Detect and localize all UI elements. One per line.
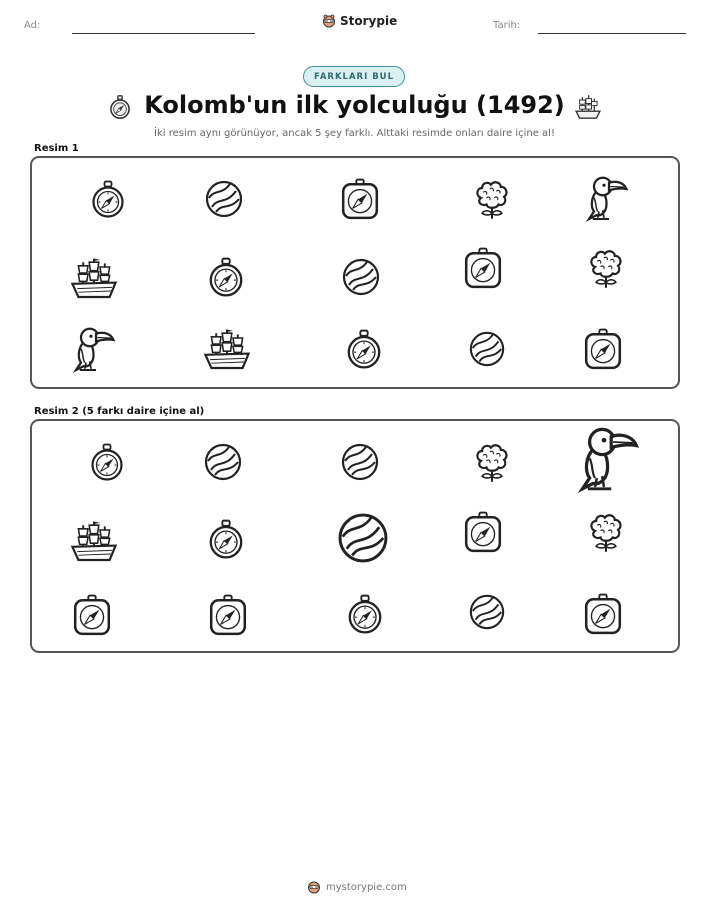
panel-2-label: Resim 2 (5 farkı daire içine al) <box>34 406 205 417</box>
brand-logo <box>322 14 397 28</box>
ball-icon[interactable] <box>468 593 506 631</box>
ship-icon[interactable] <box>70 255 118 303</box>
date-label: Tarih: <box>493 20 521 31</box>
flower-icon[interactable] <box>584 509 628 555</box>
toucan-icon[interactable] <box>66 325 116 375</box>
ship-icon[interactable] <box>70 518 118 566</box>
flower-icon[interactable] <box>470 439 514 485</box>
brand-name: Storypie <box>340 14 398 28</box>
picture-2-panel <box>30 419 680 653</box>
panel-1-label: Resim 1 <box>34 143 79 154</box>
ship-icon <box>574 93 602 121</box>
name-label: Ad: <box>24 20 41 31</box>
compass-square-icon[interactable] <box>582 327 624 371</box>
footer-url: mystorypie.com <box>326 881 407 893</box>
compass-square-icon[interactable] <box>71 592 113 638</box>
compass-watch-icon[interactable] <box>205 254 247 300</box>
toucan-icon[interactable] <box>579 174 629 224</box>
picture-1-panel <box>30 156 680 389</box>
compass-square-icon[interactable] <box>582 592 624 636</box>
ball-icon[interactable] <box>341 257 381 297</box>
compass-watch-icon[interactable] <box>205 516 247 562</box>
compass-square-icon[interactable] <box>462 509 504 555</box>
page-title: Kolomb'un ilk yolculuğu (1492) <box>144 91 565 119</box>
footer <box>307 880 407 894</box>
mascot-icon <box>307 880 321 894</box>
compass-watch-icon[interactable] <box>88 177 128 221</box>
compass-square-icon[interactable] <box>462 245 504 291</box>
compass-square-icon[interactable] <box>207 592 249 638</box>
name-line <box>72 33 255 34</box>
flower-icon[interactable] <box>470 176 514 222</box>
ball-icon[interactable] <box>468 330 506 368</box>
ship-icon[interactable] <box>203 326 251 374</box>
ball-icon[interactable] <box>340 442 380 482</box>
ball-icon[interactable] <box>203 442 243 482</box>
toucan-icon[interactable] <box>566 424 642 496</box>
compass-watch-icon[interactable] <box>344 592 386 636</box>
compass-watch-icon[interactable] <box>343 327 385 371</box>
compass-square-icon[interactable] <box>339 178 381 220</box>
badge: FARKLARI BUL <box>303 66 405 87</box>
instructions: İki resim aynı görünüyor, ancak 5 şey farklı. Alttaki resimde onları daire içine al! <box>154 128 555 139</box>
compass-watch-icon[interactable] <box>87 440 127 484</box>
mascot-icon <box>322 14 336 28</box>
ball-icon[interactable] <box>336 511 390 565</box>
ball-icon[interactable] <box>204 179 244 219</box>
date-line <box>538 33 686 34</box>
flower-icon[interactable] <box>584 245 628 291</box>
